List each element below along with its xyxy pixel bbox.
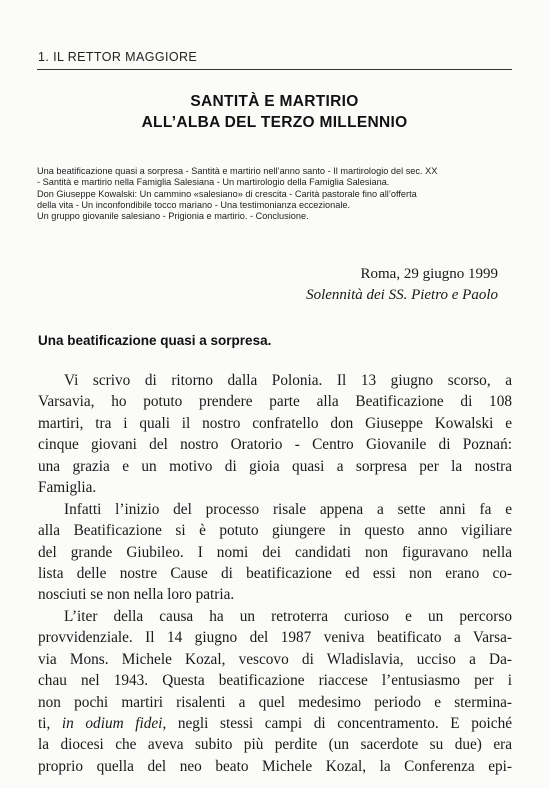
- body-line: chau nel 1943. Questa beatificazione riaccese l’entusiasmo per i: [38, 672, 512, 690]
- chapter-title-line-2: ALL’ALBA DEL TERZO MILLENNIO: [141, 114, 408, 131]
- chapter-summary: [37, 166, 512, 222]
- body-line: del grande Giubileo. I nomi dei candidati non figuravano nella: [38, 543, 512, 561]
- summary-line: Don Giuseppe Kowalski: Un cammino «salesiano» di crescita - Carità pastorale fino all’offerta: [37, 188, 417, 199]
- body-line: Varsavia, ho potuto prendere parte alla Beatificazione di 108: [38, 393, 512, 411]
- body-line: provvidenziale. Il 14 giugno del 1987 veniva beatificato a Varsa-: [38, 629, 512, 647]
- body-line: non pochi martiri risalenti a quel medesimo periodo e stermina-: [38, 693, 512, 711]
- body-line-start: ti,: [38, 715, 62, 732]
- header-rule: [37, 69, 512, 70]
- summary-line: - Santità e martirio nella Famiglia Salesiana - Un martirologio della Famiglia Salesiana.: [37, 177, 390, 188]
- chapter-title-line-1: SANTITÀ E MARTIRIO: [190, 93, 359, 110]
- summary-line: della vita - Un inconfondibile tocco mariano - Una testimonianza eccezionale.: [37, 199, 351, 210]
- body-line: proprio quella del neo beato Michele Kozal, la Conferenza epi-: [38, 757, 512, 775]
- running-head: 1. IL RETTOR MAGGIORE: [38, 50, 198, 64]
- body-line: Vi scrivo di ritorno dalla Polonia. Il 13 giugno scorso, a: [64, 372, 512, 389]
- body-line: L’iter della causa ha un retroterra curioso e un percorso: [64, 607, 512, 625]
- body-line: Famiglia.: [38, 479, 97, 497]
- body-line-mixed: [38, 713, 512, 734]
- body-line: una grazia e un motivo di gioia quasi a sorpresa per la nostra: [38, 457, 512, 475]
- body-line-end: , negli stessi campi di concentramento. E poiché: [162, 715, 513, 732]
- dateline: [306, 264, 498, 306]
- body-line: martiri, tra i quali il nostro confratello don Giuseppe Kowalski e: [38, 414, 512, 432]
- body-line: lista delle nostre Cause di beatificazione ed essi non erano co-: [38, 564, 512, 582]
- body-line: Infatti l’inizio del processo risale appena a sette anni fa e: [64, 500, 512, 518]
- body-line: la diocesi che aveva subito più perdite (un sacerdote su due) era: [38, 736, 512, 754]
- body-line: via Mons. Michele Kozal, vescovo di Wladislavia, ucciso a Da-: [38, 650, 512, 668]
- body-line: cinque giovani del nostro Oratorio - Centro Giovanile di Poznań:: [38, 436, 512, 454]
- latin-phrase: in odium fidei: [61, 715, 163, 732]
- body-line: nosciuti se non nella loro patria.: [38, 586, 235, 604]
- place-date: Roma, 29 giugno 1999: [360, 266, 498, 282]
- section-heading: Una beatificazione quasi a sorpresa.: [38, 333, 272, 348]
- feast-day: Solennità dei SS. Pietro e Paolo: [306, 287, 498, 303]
- summary-line: Una beatificazione quasi a sorpresa - Santità e martirio nell’anno santo - Il martirologio del sec. XX: [37, 166, 438, 176]
- summary-line: Un gruppo giovanile salesiano - Prigionia e martirio. - Conclusione.: [37, 211, 309, 222]
- body-text: [38, 370, 512, 777]
- body-line: alla Beatificazione si è potuto giungere in questo anno vigiliare: [38, 522, 512, 540]
